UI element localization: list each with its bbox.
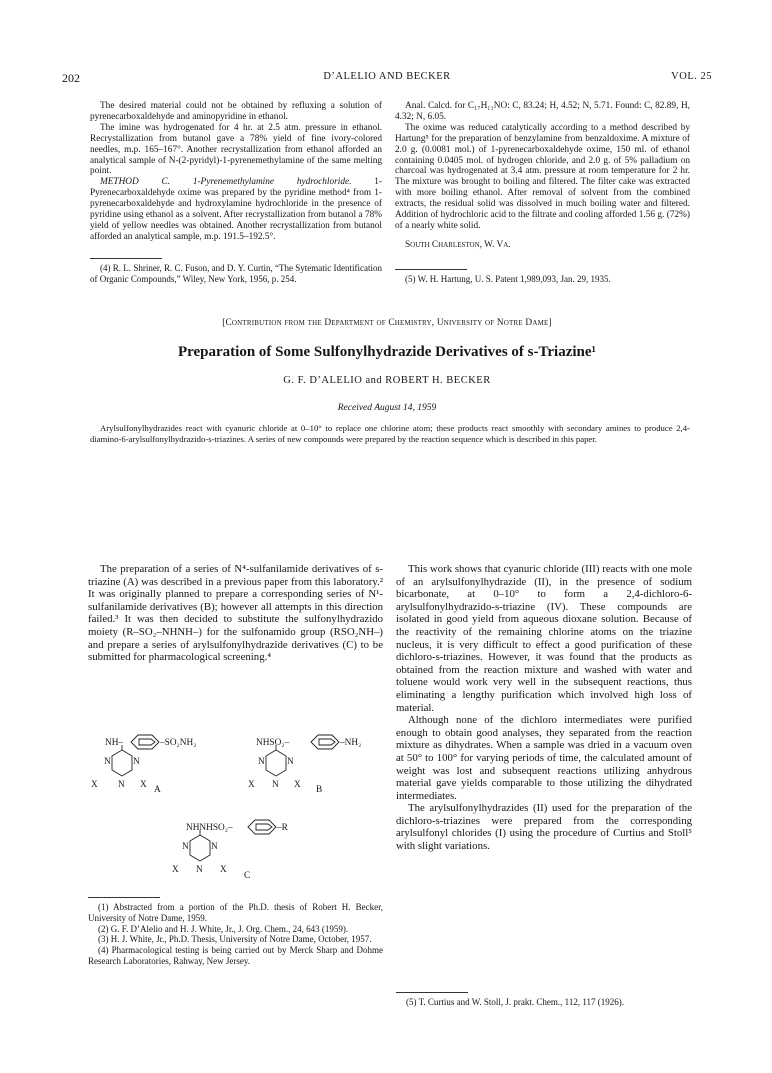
structure-a-n: N (104, 757, 111, 767)
structure-c-sub-group: –R (277, 823, 288, 833)
running-head: D’ALELIO AND BECKER (323, 71, 451, 82)
structure-b-n: N (272, 780, 279, 790)
contribution-line: [Contribution from the Department of Chemistry, University of Notre Dame] (222, 318, 552, 328)
article-title: Preparation of Some Sulfonylhydrazide Derivatives of s-Triazine¹ (177, 344, 597, 360)
footnote: (5) W. H. Hartung, U. S. Patent 1,989,093, Jan. 29, 1935. (405, 274, 611, 284)
structure-b-top-group: NHSO₂– (256, 738, 290, 748)
structure-a-label: A (154, 785, 161, 795)
paragraph: The preparation of a series of N⁴-sulfanilamide derivatives of s-triazine (A) was described in a previous paper from this laboratory.² It was originally planned to prepare a corresponding series of N¹-sulfanilamide derivatives (B); however all attempts in this direction failed.³ It was then decided to substitute the sulfonylhydrazido moiety (R–SO₂–NHNH–) for the sulfonamido group (RSO₂NH–) and prepare a series of arylsulfonylhydrazide derivatives (C) to be submitted for pharmacological screening.⁴ (88, 563, 383, 664)
footnote-rule (395, 269, 467, 270)
structure-a-n: N (118, 780, 125, 790)
triazine-ring-b (266, 750, 286, 776)
structure-b-label: B (316, 785, 323, 795)
structure-b-sub-group: –NH₂ (340, 738, 362, 748)
footnote: (1) Abstracted from a portion of the Ph.D. thesis of Robert H. Becker, University of Notre Dame, 1959. (88, 902, 383, 923)
benzene-inner-a (139, 739, 155, 745)
footnote-rule (88, 897, 160, 898)
structure-a-sub-group: –SO₂NH₂ (160, 738, 197, 748)
structure-c-n: N (211, 842, 218, 852)
benzene-inner-c (256, 824, 272, 830)
location: South Charleston, W. Va. (405, 239, 511, 250)
running-header (62, 71, 712, 87)
benzene-inner-b (319, 739, 335, 745)
footnote: (2) G. F. D’Alelio and H. J. White, Jr., J. Org. Chem., 24, 643 (1959). (98, 923, 349, 934)
structure-a-x: X (91, 780, 98, 790)
article-left-footnotes (88, 902, 383, 967)
structure-c-x: X (172, 865, 179, 875)
previous-article-right-column (395, 101, 690, 251)
paragraph: The arylsulfonylhydrazides (II) used for the preparation of the dichloro-s-triazines were prepared from the corresponding arylsulfonyl chlorides (I) using the procedure of Curtius and Stoll⁵ with slight variations. (396, 802, 692, 853)
structure-c-n: N (182, 842, 189, 852)
paragraph: The oxime was reduced catalytically according to a method described by Hartung⁵ for the preparation of benzylamine from benzaldoxime. A mixture of 2.0 g. (0.0081 mol.) of 1-pyrenecarboxaldehyde oxime, 150 ml. of ethanol containing 0.0405 mol. of hydrogen chloride, and 2.0 g. of 5% palladium on charcoal was hydrogenated at 3.4 atm. pressure at room temperature for 2 hr. The mixture was brought to boiling and filtered. The filter cake was extracted with more boiling ethanol. After removal of solvent from the combined extracts, the residual solid was dissolved in much boiling water and filtered. Addition of hydrochloric acid to the filtrate and cooling afforded 1.56 g. (72%) of a nearly white solid. (395, 122, 690, 231)
structure-c-x: X (220, 865, 227, 875)
structure-diagrams (88, 732, 383, 892)
footnote-rule (90, 258, 162, 259)
paragraph: METHOD C. 1-Pyrenemethylamine hydrochloride. 1-Pyrenecarboxaldehyde oxime was prepared by the pyridine method⁴ from 1-pyrenecarboxaldehyde and hydroxylamine hydrochloride in the presence of pyridine using ethanol as a solvent. After recrystallization from butanol a 78% yield of yellow needles was obtained. Another recrystallization from butanol afforded an analytical sample, m.p. 191.5–192.5°. (90, 177, 382, 242)
authors: G. F. D’ALELIO and ROBERT H. BECKER (283, 375, 491, 386)
analysis-line: Anal. Calcd. for C₁₇H₁₁NO: C, 83.24; H, 4.52; N, 5.71. Found: C, 82.89, H, 4.32; N, 6.05. (395, 101, 690, 122)
footnote-rule (396, 992, 468, 993)
article-right-footnotes (396, 997, 692, 1008)
abstract: Arylsulfonylhydrazides react with cyanuric chloride at 0–10° to replace one chlorine atom; these products react smoothly with secondary amines to produce 2,4-diamino-6-arylsulfonylhydrazido-s-triazines. A series of new compounds were prepared by the reaction sequence which is described in this paper. (90, 423, 690, 444)
previous-left-footnotes (90, 263, 382, 285)
previous-right-footnotes (395, 274, 690, 285)
body-left-column (88, 563, 383, 664)
previous-article-left-column (90, 101, 382, 243)
method-heading: METHOD C. 1-Pyrenemethylamine hydrochloride. (100, 177, 352, 188)
received-date: Received August 14, 1959 (337, 403, 437, 413)
structure-b-n: N (287, 757, 294, 767)
structure-a-top-group: NH– (105, 738, 124, 748)
footnote: (3) H. J. White, Jr., Ph.D. Thesis, University of Notre Dame, October, 1957. (98, 934, 372, 945)
footnote: (4) Pharmacological testing is being carried out by Merck Sharp and Dohme Research Laboratories, Rahway, New Jersey. (88, 945, 383, 966)
paragraph: Although none of the dichloro intermediates were purified enough to obtain good analyses, they separated from the reaction mixture as dihydrates. When a sample was dried in a vacuum oven at 50° to 100° for varying periods of time, the calculated amount of weight was lost and subsequent reactions utilizing anhydrous material gave yields comparable to those utilizing the dihydrated intermediates. (396, 714, 692, 802)
page-number: 202 (62, 71, 80, 85)
structure-c-top-group: NHNHSO₂– (186, 823, 233, 833)
structure-b-x: X (294, 780, 301, 790)
structure-a-n: N (133, 757, 140, 767)
footnote: (5) T. Curtius and W. Stoll, J. prakt. Chem., 112, 117 (1926). (406, 997, 624, 1007)
structure-b-n: N (258, 757, 265, 767)
volume-label: VOL. 25 (671, 71, 712, 82)
triazine-ring-a (112, 750, 132, 776)
footnote: (4) R. L. Shriner, R. C. Fuson, and D. Y. Curtin, “The Sytematic Identification of Organic Compounds,” Wiley, New York, 1956, p. 254. (90, 263, 382, 284)
paragraph: The desired material could not be obtained by refluxing a solution of pyrenecarboxaldehyde and aminopyridine in ethanol. (90, 101, 382, 122)
paragraph: This work shows that cyanuric chloride (III) reacts with one mole of an arylsulfonylhydrazide (II), in the presence of sodium bicarbonate, at 0–10° to form a 2,4-dichloro-6-arylsulfonylhydrazido-s-triazine (IV). These compounds are isolated in good yield from aqueous dioxane solution. Because of the reactivity of the remaining chlorine atoms on the triazine nucleus, it is very difficult to effect a good purification of these dichloro-s-triazines. However, it was found that the products as obtained from the reaction mixture and washed with water and toluene would work very well in the subsequent reactions, thus eliminating a lengthy purification which involved high loss of material. (396, 563, 692, 714)
body-right-column (396, 563, 692, 853)
structure-c-n: N (196, 865, 203, 875)
structure-b-x: X (248, 780, 255, 790)
structure-a-x: X (140, 780, 147, 790)
triazine-ring-c (190, 835, 210, 861)
paragraph: The imine was hydrogenated for 4 hr. at 2.5 atm. pressure in ethanol. Recrystallization from butanol gave a 78% yield of fine ivory-colored needles, m.p. 165–167°. Another recrystallization from ethanol afforded an analytical sample of N-(2-pyridyl)-1-pyrenemethylamine of the same melting point. (90, 122, 382, 177)
structure-c-label: C (244, 871, 251, 881)
